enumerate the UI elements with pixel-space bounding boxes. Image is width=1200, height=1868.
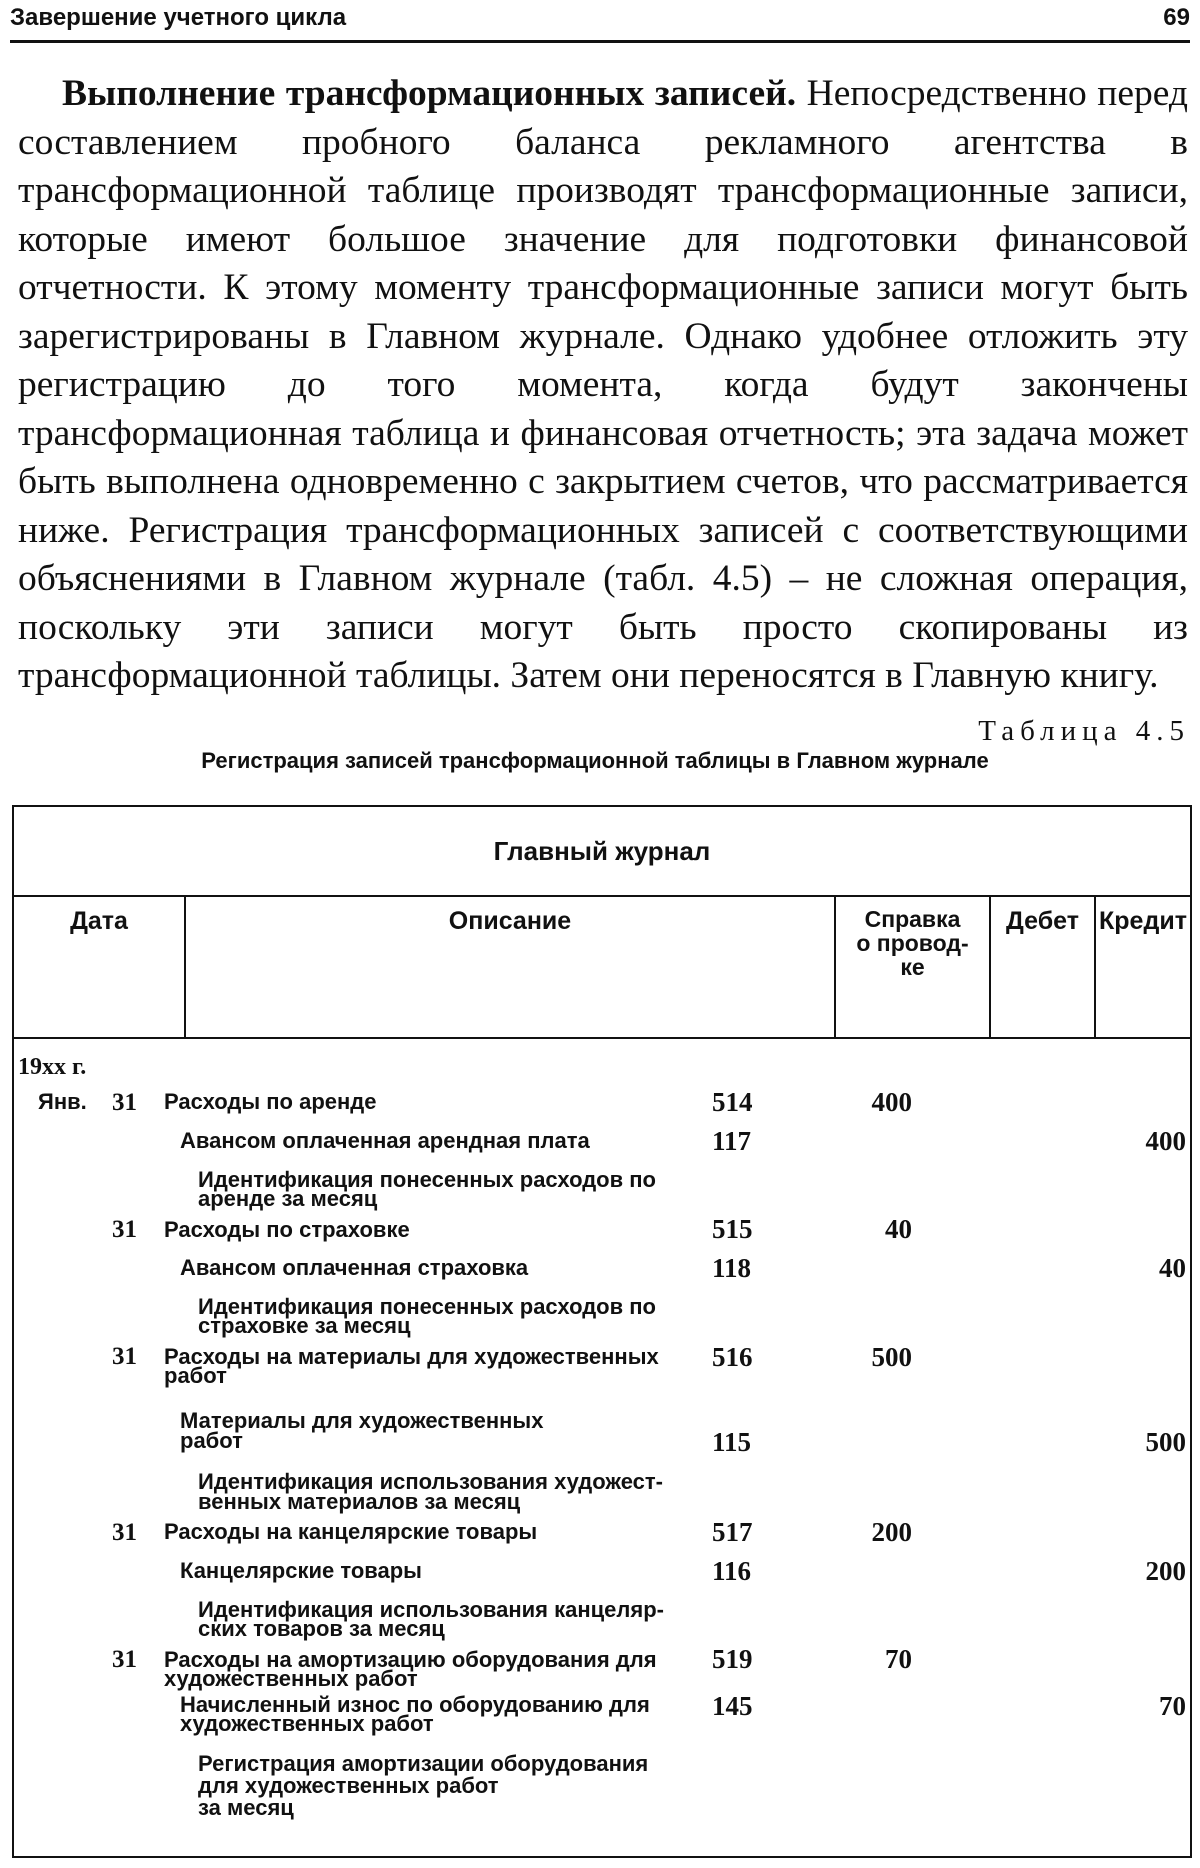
posting-ref: 519 [712,1644,753,1675]
credit-amount: 200 [1145,1555,1186,1586]
debit-account: работ [164,1363,227,1389]
paragraph-text: Непосредственно перед составлением пробного баланса рекламного агентства в трансформационной таблице производят трансформационные записи, которые имеют большое значение для подготовки финансовой отчетности. К этому моменту трансформационные записи могут быть зарегистрированы в Главном журнале. Однако удобнее отложить эту регистрацию до того момента, когда будут закончены трансформационная таблица и финансовая отчетность; эта задача может быть выполнена одновременно с закрытием счетов, что рассматривается ниже. Регистрация трансформационных записей с соответствующими объяснениями в Главном журнале (табл. 4.5) – не сложная операция, поскольку эти записи могут быть просто скопированы из трансформационной таблицы. Затем они переносятся в Главную книгу. [18,73,1188,696]
debit-amount: 400 [871,1087,912,1118]
entry-explanation: Идентификация понесенных расходов по [198,1166,656,1192]
posting-ref: 145 [712,1691,753,1722]
entry-day: 31 [112,1088,137,1116]
credit-amount: 70 [1159,1691,1186,1722]
table-caption: Регистрация записей трансформационной таблицы в Главном журнале [201,748,989,773]
entry-explanation: ских товаров за месяц [198,1616,445,1642]
debit-account: Расходы по аренде [164,1089,377,1115]
entry-day: 31 [112,1343,137,1371]
debit-account: художественных работ [164,1665,418,1691]
entry-day: 31 [112,1216,137,1244]
month-label: Янв. [38,1089,87,1115]
credit-account: Материалы для художественных [180,1408,544,1434]
chapter-title: Завершение учетного цикла [10,4,347,31]
credit-account: Авансом оплаченная страховка [180,1255,529,1281]
credit-account: Канцелярские товары [180,1558,422,1584]
entry-day: 31 [112,1518,137,1546]
debit-account: Расходы на амортизацию оборудования для [164,1646,657,1672]
header-ref-line-3: ке [900,954,925,980]
entry-day: 31 [112,1646,137,1673]
header-description: Описание [184,895,834,1039]
posting-ref: 515 [712,1214,753,1245]
entry-explanation: Идентификация понесенных расходов по [198,1293,656,1319]
posting-ref: 517 [712,1517,753,1548]
entry-explanation: Идентификация использования художест- [198,1469,664,1495]
posting-ref: 116 [712,1555,752,1586]
general-journal-table [12,805,1192,1858]
entry-explanation: за месяц [198,1795,294,1821]
header-credit: Кредит [1094,895,1190,1039]
posting-ref: 117 [712,1125,752,1156]
entry-explanation: Идентификация использования канцеляр- [198,1596,664,1622]
debit-amount: 200 [871,1517,912,1548]
credit-amount: 500 [1145,1426,1186,1457]
entry-explanation: страховке за месяц [198,1313,411,1339]
table-number: Таблица 4.5 [978,715,1190,747]
credit-account: работ [180,1427,243,1453]
year-label: 19хх г. [18,1054,87,1080]
paragraph-lead: Выполнение трансформационных записей. [62,73,797,114]
credit-account: Начисленный износ по оборудованию для [180,1691,650,1717]
debit-amount: 500 [871,1341,912,1372]
credit-amount: 40 [1159,1253,1186,1284]
entry-explanation: венных материалов за месяц [198,1488,521,1514]
header-posting-ref [834,895,989,1039]
header-debit: Дебет [989,895,1094,1039]
header-ref-line-2: о провод- [856,930,969,956]
entry-explanation: для художественных работ [198,1773,499,1799]
debit-account: Расходы по страховке [164,1216,410,1242]
credit-amount: 400 [1145,1125,1186,1156]
running-head [10,0,1190,43]
posting-ref: 516 [712,1341,753,1372]
page-number: 69 [1163,4,1190,31]
debit-account: Расходы на канцелярские товары [164,1519,538,1545]
journal-title: Главный журнал [14,807,1190,897]
debit-amount: 70 [885,1644,912,1675]
header-date: Дата [14,895,184,1039]
entry-explanation: Регистрация амортизации оборудования [198,1751,649,1777]
body-paragraph [18,70,1188,701]
posting-ref: 118 [712,1253,752,1284]
entry-explanation: аренде за месяц [198,1186,378,1212]
credit-account: Авансом оплаченная арендная плата [180,1128,590,1154]
credit-account: художественных работ [180,1711,434,1737]
debit-amount: 40 [885,1214,912,1245]
posting-ref: 115 [712,1426,752,1457]
header-ref-line-1: Справка [864,906,961,932]
debit-account: Расходы на материалы для художественных [164,1343,659,1369]
posting-ref: 514 [712,1087,753,1118]
